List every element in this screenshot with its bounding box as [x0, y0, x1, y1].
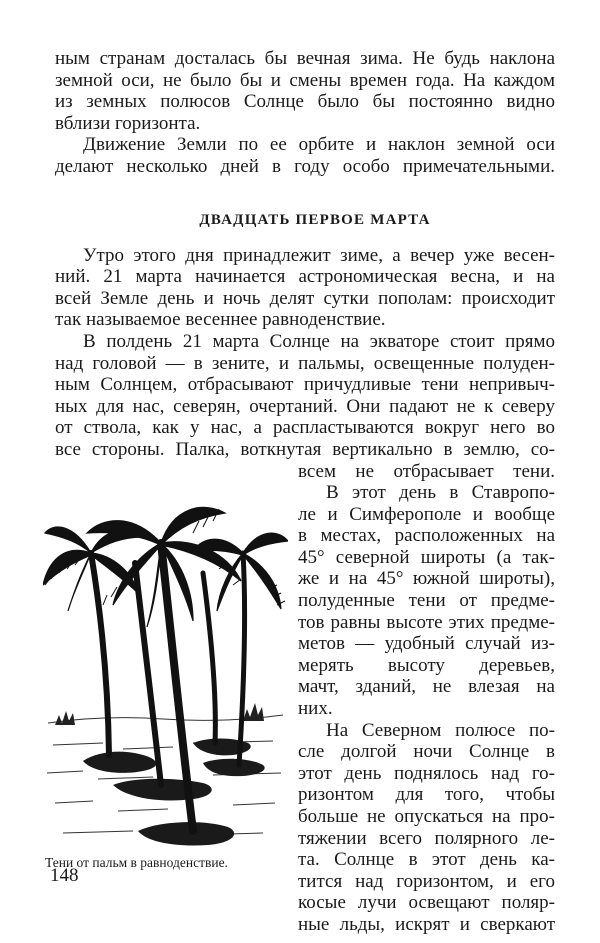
text-line: полуденные тени от предме-	[298, 590, 555, 612]
text-line: ным Солнцем, отбрасывают причудливые тени непривыч-	[55, 374, 555, 396]
text-line: та. Солнце в этот день ка-	[298, 849, 555, 871]
text-line: На Северном полюсе по-	[326, 719, 555, 741]
right-column-text	[298, 461, 555, 936]
section-heading: ДВАДЦАТЬ ПЕРВОЕ МАРТА	[199, 211, 431, 228]
text-line: ным странам досталась бы вечная зима. Не будь наклона	[55, 48, 555, 69]
top-paragraph-1	[55, 48, 555, 134]
text-line: ний. 21 марта начинается астрономическая весна, и на	[55, 266, 555, 288]
text-line: Движение Земли по ее орбите и наклон земной оси	[83, 134, 555, 156]
text-line: метов — удобный случай из-	[298, 633, 555, 655]
palm-trees-illustration	[43, 493, 288, 853]
text-line: же и на 45° южной широты),	[298, 568, 555, 590]
text-line: всей Земле день и ночь делят сутки пополам: происходит	[55, 287, 555, 309]
text-line: косые лучи освещают поляр-	[298, 892, 555, 914]
section-paragraph-2	[55, 331, 555, 461]
text-line: в местах, расположенных на	[298, 525, 555, 547]
text-line: тится над горизонтом, и его	[298, 870, 555, 892]
figure-text-block	[45, 460, 555, 935]
text-line: В этот день в Ставропо-	[326, 482, 555, 504]
text-line: вблизи горизонта.	[55, 112, 201, 134]
text-line: из земных полюсов Солнце было бы постоянно видно	[55, 91, 555, 113]
text-line: Утро этого дня принадлежит зиме, а вечер уже весен-	[83, 244, 555, 266]
text-line: них.	[298, 698, 333, 720]
text-line: тяжении всего полярного ле-	[298, 827, 555, 849]
figure-caption: Тени от пальм в равноденствие.	[45, 854, 228, 870]
top-paragraph-2	[55, 134, 555, 177]
palm-shadows-drawing	[43, 493, 288, 853]
text-line: делают несколько дней в году особо примечательными.	[55, 155, 555, 177]
text-line: больше не опускаться на про-	[298, 806, 555, 827]
text-line: В полдень 21 марта Солнце на экваторе стоит прямо	[83, 330, 555, 352]
text-line: 45° северной широты (а так-	[298, 546, 555, 568]
text-line: ные льды, искрят и сверкают	[298, 913, 555, 935]
text-line: от ствола, как у нас, а распластываются вокруг него во	[55, 417, 555, 439]
page-number: 148	[50, 865, 79, 886]
text-line: этот день поднялось над го-	[298, 762, 555, 784]
section-paragraph-1	[55, 245, 555, 331]
book-page	[45, 48, 555, 935]
text-line: ных для нас, северян, очертаний. Они падают не к северу	[55, 395, 555, 417]
text-line: тов равны высоте этих предме-	[298, 611, 555, 633]
text-line: над головой — в зените, и пальмы, освещенные полуден-	[55, 352, 555, 374]
text-line: сле долгой ночи Солнце в	[298, 741, 555, 763]
text-line: мерять высоту деревьев,	[298, 654, 555, 676]
text-line: ризонтом для того, чтобы	[298, 784, 555, 806]
text-line: все стороны. Палка, воткнутая вертикально в землю, со-	[55, 438, 555, 460]
text-line: земной оси, не было бы и смены времен года. На каждом	[55, 69, 555, 91]
text-line: ле и Симферополе и вообще	[298, 503, 555, 525]
text-line: так называемое весеннее равноденствие.	[55, 309, 386, 331]
text-line: мачт, зданий, не влезая на	[298, 676, 555, 698]
text-line: всем не отбрасывает тени.	[298, 460, 555, 482]
